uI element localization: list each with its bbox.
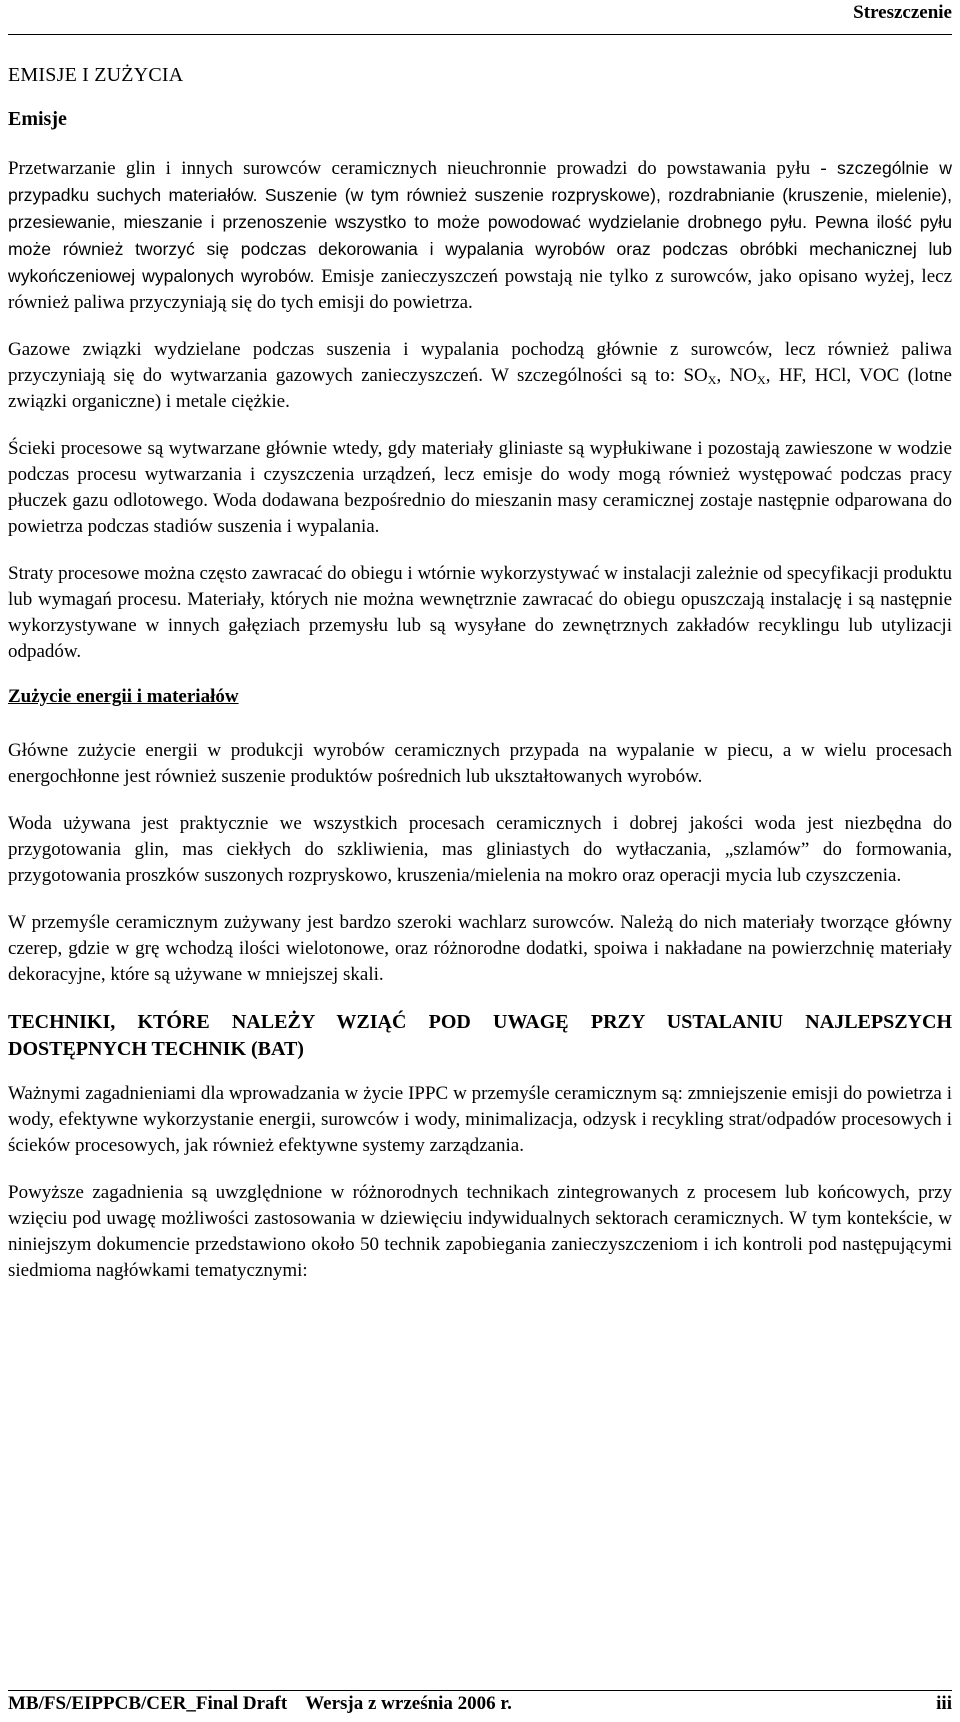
section-heading-bat: TECHNIKI, KTÓRE NALEŻY WZIĄĆ POD UWAGĘ PRZY USTALANIU NAJLEPSZYCH DOSTĘPNYCH TECHNIK (BAT) [8, 1011, 952, 1060]
subscript-x: X [757, 373, 766, 387]
paragraph-emisje-1-part-a: Przetwarzanie glin i innych surowców ceramicznych nieuchronnie prowadzi do powstawania pyłu - [8, 158, 837, 179]
paragraph-bat-2: Powyższe zagadnienia są uwzględnione w różnorodnych technikach zintegrowanych z procesem lub końcowych, przy wzięciu pod uwagę możliwości zastosowania w dziewięciu indywidualnych sektorach ceramicznych. W tym kontekście, w niniejszym dokumencie przedstawiono około 50 technik zapobiegania zanieczyszczeniom i ich kontroli pod następującymi siedmioma nagłówkami tematycznymi: [8, 1182, 952, 1281]
paragraph-emisje-1-part-c: Emisje zanieczyszczeń powstają nie tylko z surowców, jako opisano wyżej, lecz również paliwa przyczyniają się do tych emisji do powietrza. [8, 266, 952, 313]
paragraph-emisje-2-part-b: , NO [716, 365, 758, 386]
subscript-x: X [707, 373, 717, 387]
paragraph-emisje-2-part-a: Gazowe związki wydzielane podczas suszenia i wypalania pochodzą głównie z surowców, lecz również paliwa przyczyniają się do wytwarzania gazowych zanieczyszczeń. W szczególności są to: SO [8, 339, 952, 386]
paragraph-bat-1: Ważnymi zagadnieniami dla wprowadzania w życie IPPC w przemyśle ceramicznym są: zmniejszenie emisji do powietrza i wody, efektywne wykorzystanie energii, surowców i wody, minimalizacja, odzysk i recykling strat/odpadów procesowych i ścieków procesowych, jak również efektywne systemy zarządzania. [8, 1083, 952, 1156]
paragraph-emisje-2 [8, 337, 952, 415]
subsection-heading-energy: Zużycie energii i materiałów [8, 686, 239, 707]
running-header: Streszczenie [853, 2, 952, 23]
footer-rule [8, 1690, 952, 1691]
header-rule [8, 34, 952, 35]
paragraph-emisje-3: Ścieki procesowe są wytwarzane głównie wtedy, gdy materiały gliniaste są wypłukiwane i pozostają zawieszone w wodzie podczas procesu wytwarzania i czyszczenia urządzeń, lecz emisje do wody mogą również występować podczas pracy płuczek gazu odlotowego. Woda dodawana bezpośrednio do mieszanin masy ceramicznej zostaje następnie odparowana do powietrza podczas stadiów suszenia i wypalania. [8, 438, 952, 537]
paragraph-emisje-1-part-b: szczególnie w przypadku suchych materiałów. Suszenie (w tym również suszenie rozpryskowe), rozdrabnianie (kruszenie, mielenie), przesiewanie, mieszanie i przenoszenie wszystko to może powodować wydzielanie drobnego pyłu. Pewna ilość pyłu może również tworzyć się podczas dekorowania i wypalania wyrobów oraz podczas obróbki mechanicznej lub wykończeniowej wypalonych wyrobów. [8, 158, 952, 286]
page-footer [8, 1693, 952, 1715]
paragraph-energy-3: W przemyśle ceramicznym zużywany jest bardzo szeroki wachlarz surowców. Należą do nich materiały tworzące główny czerep, gdzie w grę wchodzą ilości wielotonowe, oraz różnorodne dodatki, spoiwa i nakładane na powierzchnię materiały dekoracyjne, które są używane w mniejszej skali. [8, 912, 952, 985]
paragraph-energy-1: Główne zużycie energii w produkcji wyrobów ceramicznych przypada na wypalanie w piecu, a w wielu procesach energochłonne jest również suszenie produktów pośrednich lub ukształtowanych wyrobów. [8, 740, 952, 787]
footer-version: Wersja z września 2006 r. [305, 1693, 512, 1714]
paragraph-emisje-2-part-c: , HF, HCl, VOC (lotne związki organiczne) i metale ciężkie. [8, 365, 952, 412]
footer-doc-id: MB/FS/EIPPCB/CER_Final Draft [8, 1693, 288, 1714]
document-body [8, 64, 952, 1305]
paragraph-energy-2: Woda używana jest praktycznie we wszystkich procesach ceramicznych i dobrej jakości woda jest niezbędna do przygotowania glin, mas ciekłych do szkliwienia, mas gliniastych do wytłaczania, „szlamów” do formowania, przygotowania proszków suszonych rozpryskowo, kruszenia/mielenia na mokro oraz operacji mycia lub czyszczenia. [8, 813, 952, 886]
page-number: iii [936, 1693, 952, 1714]
section-title: EMISJE I ZUŻYCIA [8, 64, 184, 86]
paragraph-emisje-4: Straty procesowe można często zawracać do obiegu i wtórnie wykorzystywać w instalacji zależnie od specyfikacji produktu lub wymagań procesu. Materiały, których nie można wewnętrznie zawracać do obiegu opuszczają instalację i są następnie wykorzystywane w innych gałęziach przemysłu lub są wysyłane do zewnętrznych zakładów recyklingu lub utylizacji odpadów. [8, 563, 952, 662]
subsection-heading-emisje: Emisje [8, 108, 67, 130]
paragraph-emisje-1 [8, 155, 952, 316]
